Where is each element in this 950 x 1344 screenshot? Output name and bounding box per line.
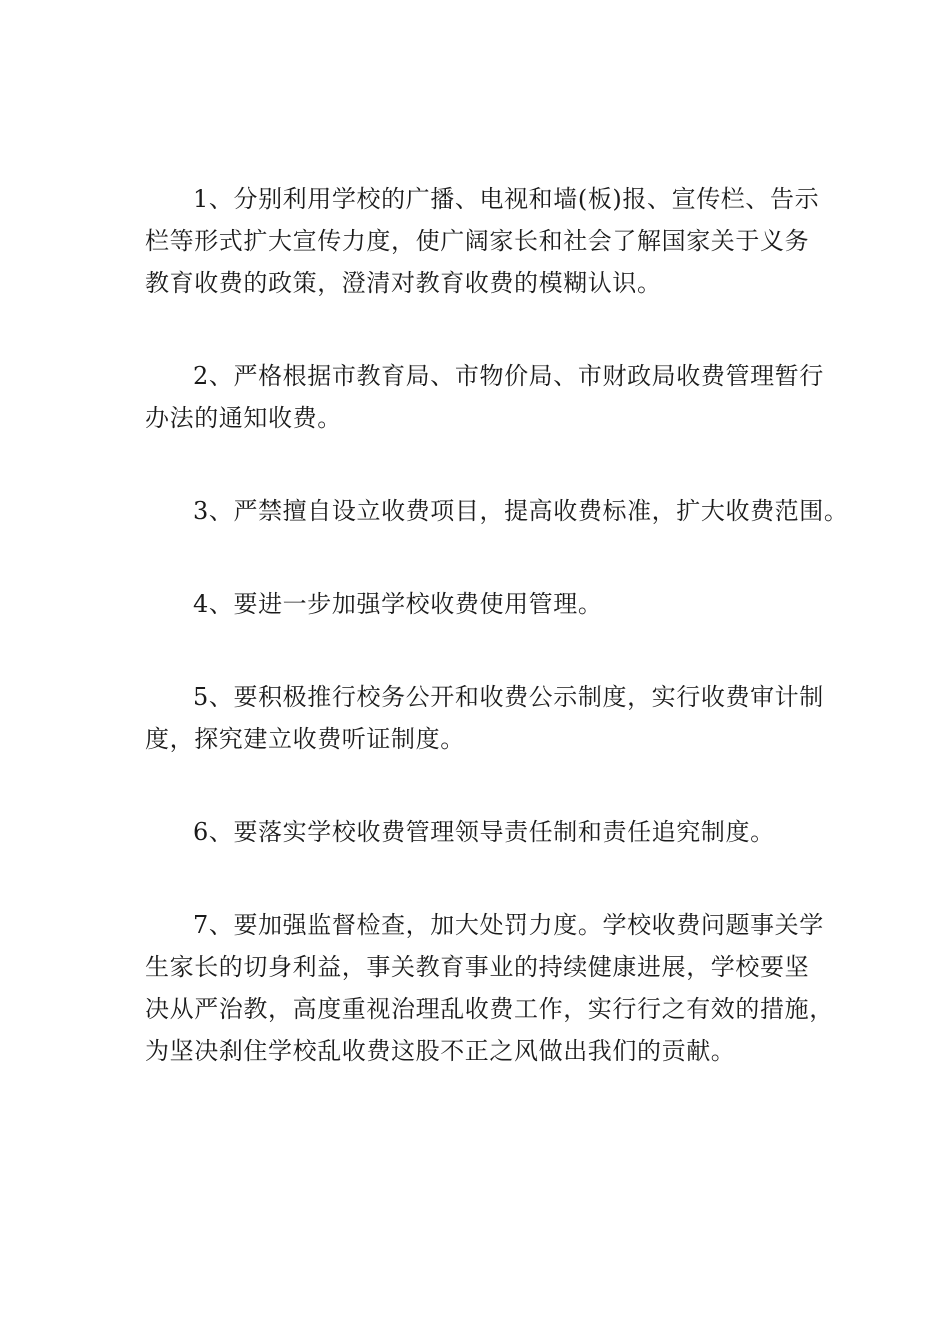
paragraph-line: 1、分别利用学校的广播、电视和墙(板)报、宣传栏、告示: [193, 185, 820, 213]
document-body: [145, 178, 849, 1072]
paragraph-line: 办法的通知收费。: [145, 404, 342, 432]
paragraph-line: 3、严禁擅自设立收费项目，提高收费标准，扩大收费范围。: [193, 497, 849, 525]
paragraph-line: 4、要进一步加强学校收费使用管理。: [193, 590, 603, 618]
paragraph-line: 栏等形式扩大宣传力度，使广阔家长和社会了解国家关于义务: [145, 227, 810, 255]
paragraph-4: [145, 583, 825, 625]
paragraph-line: 7、要加强监督检查，加大处罚力度。学校收费问题事关学: [193, 911, 824, 939]
paragraph-line: 生家长的切身利益，事关教育事业的持续健康进展，学校要坚: [145, 953, 810, 981]
paragraph-1: [145, 178, 825, 304]
paragraph-3: [145, 490, 849, 532]
paragraph-line: 2、严格根据市教育局、市物价局、市财政局收费管理暂行: [193, 362, 824, 390]
paragraph-7: [145, 904, 834, 1072]
paragraph-line: 教育收费的政策，澄清对教育收费的模糊认识。: [145, 269, 662, 297]
paragraph-line: 6、要落实学校收费管理领导责任制和责任追究制度。: [193, 818, 775, 846]
paragraph-line: 为坚决刹住学校乱收费这股不正之风做出我们的贡献。: [145, 1037, 736, 1065]
paragraph-line: 5、要积极推行校务公开和收费公示制度，实行收费审计制: [193, 683, 824, 711]
paragraph-2: [145, 355, 825, 439]
paragraph-5: [145, 676, 825, 760]
paragraph-line: 决从严治教，高度重视治理乱收费工作，实行行之有效的措施，: [145, 995, 834, 1023]
paragraph-6: [145, 811, 825, 853]
paragraph-line: 度，探究建立收费听证制度。: [145, 725, 465, 753]
